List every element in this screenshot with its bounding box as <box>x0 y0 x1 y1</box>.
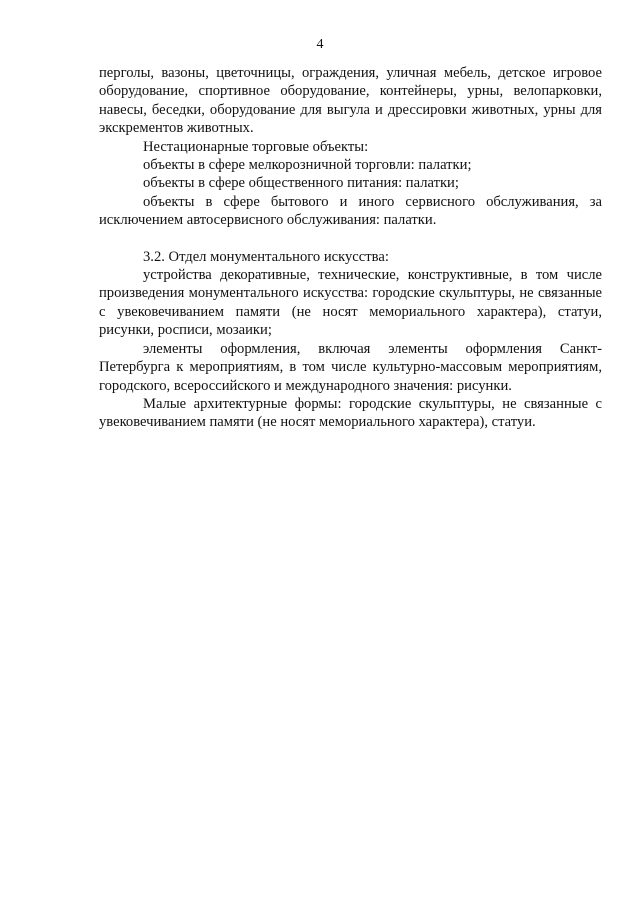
document-body <box>99 64 602 432</box>
paragraph-retail-objects: объекты в сфере мелкорозничной торговли: палатки; <box>143 157 472 174</box>
paragraph-spacer <box>99 230 602 248</box>
paragraph-small-architectural-forms: Малые архитектурные формы: городские скульптуры, не связанные с увековечиванием памяти (не носят мемориального характера), статуи. <box>99 395 602 431</box>
paragraph-catering-objects: объекты в сфере общественного питания: палатки; <box>143 175 459 192</box>
page-number: 4 <box>316 37 324 52</box>
section-heading-monumental-art: 3.2. Отдел монументального искусства: <box>143 248 389 265</box>
paragraph-service-objects: объекты в сфере бытового и иного сервисного обслуживания, за исключением автосервисного обслуживания: палатки. <box>99 193 602 229</box>
paragraph-decorative-devices: устройства декоративные, технические, конструктивные, в том числе произведения монументального искусства: городские скульптуры, не связанные с увековечиванием памяти (не носят мемориального характера), статуи, рисунки, росписи, мозаики; <box>99 267 602 339</box>
paragraph-design-elements: элементы оформления, включая элементы оформления Санкт-Петербурга к мероприятиям, в том числе культурно-массовым мероприятиям, городского, всероссийского и международного значения: рисунки. <box>99 340 602 394</box>
paragraph-kiosks-heading: Нестационарные торговые объекты: <box>143 138 369 155</box>
paragraph-street-furniture: перголы, вазоны, цветочницы, ограждения, уличная мебель, детское игровое оборудование, спортивное оборудование, контейнеры, урны, велопарковки, навесы, беседки, оборудование для выгула и дрессировки животных, урны для экскрементов животных. <box>99 65 602 137</box>
